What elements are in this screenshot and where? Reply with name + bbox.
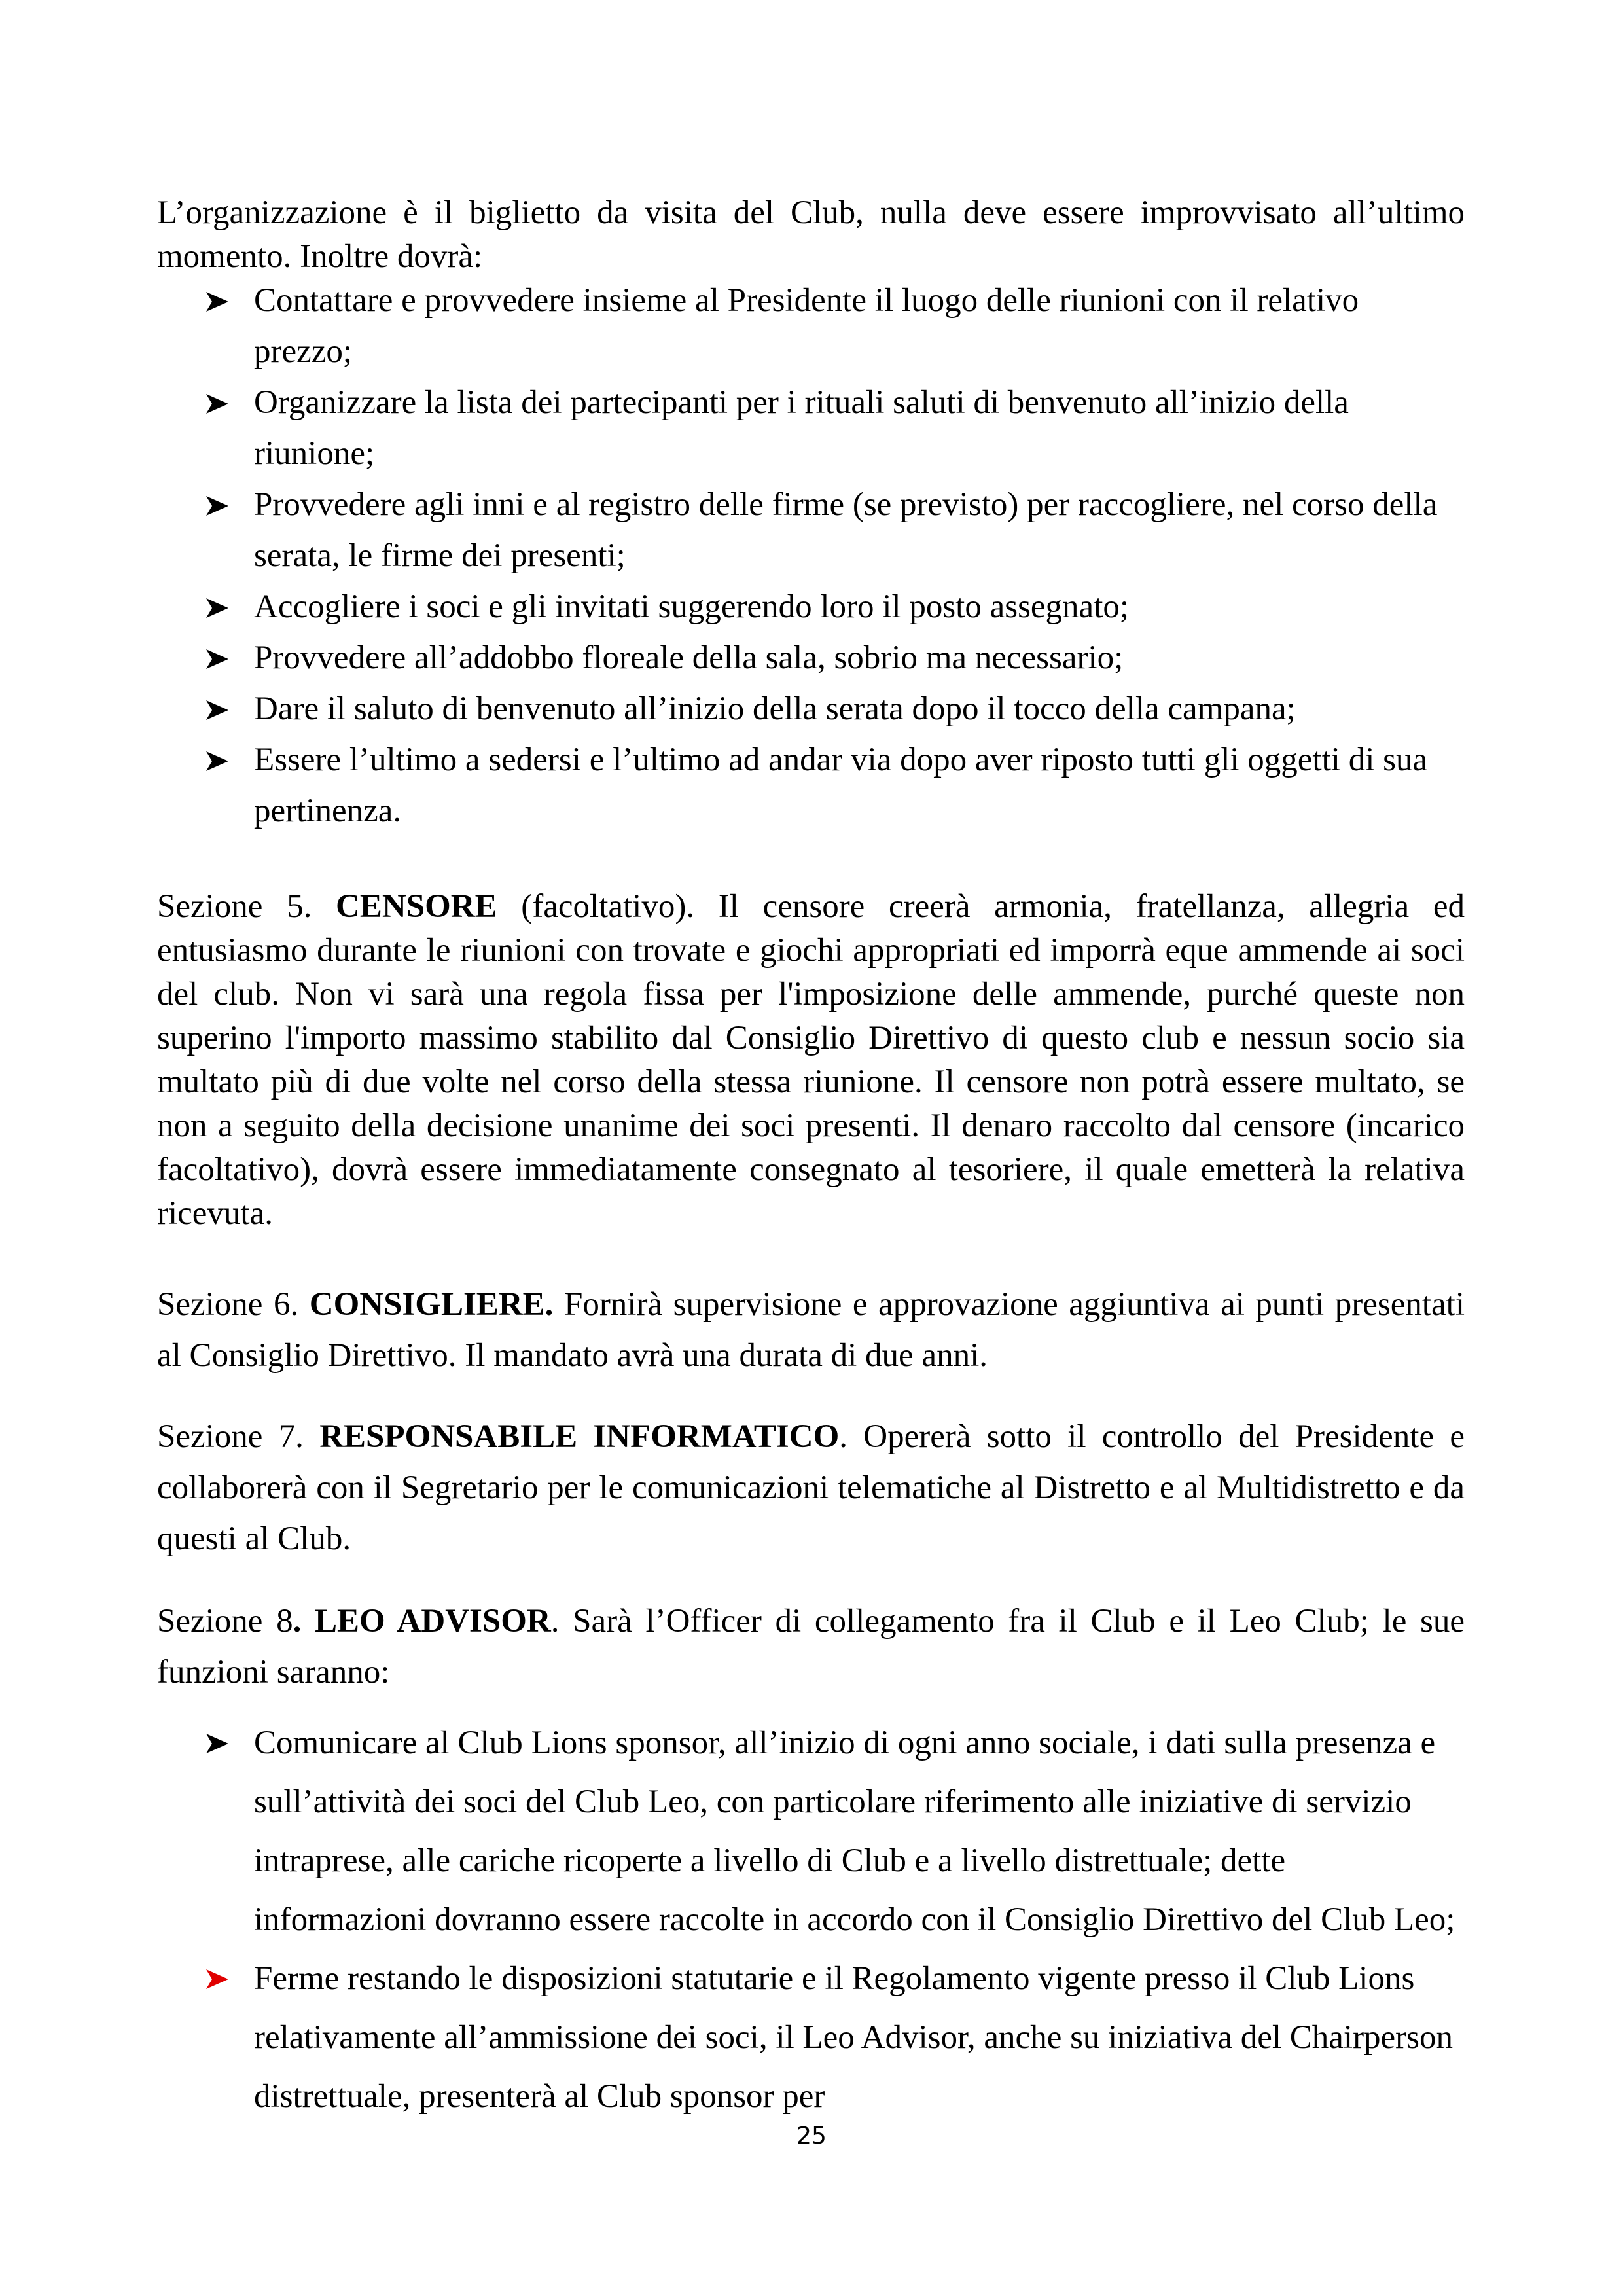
document-page — [157, 191, 1465, 2130]
section-8-body: . Sarà l’Officer di collegamento fra il Club e il Leo Club; le sue funzioni saranno: — [157, 1603, 1465, 1691]
list-item: Accogliere i soci e gli invitati suggerendo loro il posto assegnato; — [157, 585, 1465, 636]
arrowhead-bullet-icon — [205, 495, 229, 516]
arrowhead-bullet-icon — [205, 598, 229, 619]
section-8-prefix: Sezione 8 — [157, 1603, 293, 1640]
section-8-title: . LEO ADVISOR — [293, 1603, 551, 1640]
arrowhead-bullet-icon-red — [205, 1969, 229, 1990]
list-item: Comunicare al Club Lions sponsor, all’inizio di ogni anno sociale, i dati sulla presenza e sull’attività dei soci del Club Leo, con particolare riferimento alle iniziative di servizio intraprese, alle cariche ricoperte a livello di Club e a livello distrettuale; dette informazioni dovranno essere raccolte in accordo con il Consiglio Direttivo del Club Leo; — [157, 1717, 1465, 1953]
duties-list — [157, 279, 1465, 840]
section-5-paragraph — [157, 885, 1465, 1236]
list-item: Ferme restando le disposizioni statutarie e il Regolamento vigente presso il Club Lions relativamente all’ammissione dei soci, il Leo Advisor, anche su iniziativa del Chairperson distrettuale, presenterà al Club sponsor per — [157, 1953, 1465, 2130]
section-8-paragraph — [157, 1596, 1465, 1698]
arrowhead-bullet-icon — [205, 393, 229, 414]
section-7-paragraph — [157, 1411, 1465, 1564]
section-6-title: CONSIGLIERE. — [309, 1286, 554, 1323]
arrowhead-bullet-icon — [205, 1733, 229, 1754]
section-7-body: . Opererà sotto il controllo del Presidente e collaborerà con il Segretario per le comunicazioni telematiche al Distretto e al Multidistretto e da questi al Club. — [157, 1418, 1465, 1557]
section-5-title: CENSORE — [336, 888, 497, 925]
section-7-title: RESPONSABILE INFORMATICO — [319, 1418, 840, 1455]
section-7-prefix: Sezione 7. — [157, 1418, 320, 1455]
list-item: Provvedere agli inni e al registro delle firme (se previsto) per raccogliere, nel corso della serata, le firme dei presenti; — [157, 483, 1465, 585]
list-item: Essere l’ultimo a sedersi e l’ultimo ad andar via dopo aver riposto tutti gli oggetti di sua pertinenza. — [157, 738, 1465, 840]
section-5-prefix: Sezione 5. — [157, 888, 336, 925]
section-6-prefix: Sezione 6. — [157, 1286, 310, 1323]
list-item: Contattare e provvedere insieme al Presidente il luogo delle riunioni con il relativo prezzo; — [157, 279, 1465, 381]
arrowhead-bullet-icon — [205, 751, 229, 772]
list-item: Provvedere all’addobbo floreale della sala, sobrio ma necessario; — [157, 636, 1465, 687]
intro-paragraph: L’organizzazione è il biglietto da visita del Club, nulla deve essere improvvisato all’ultimo momento. Inoltre dovrà: — [157, 194, 1465, 275]
list-item: Dare il saluto di benvenuto all’inizio della serata dopo il tocco della campana; — [157, 687, 1465, 738]
list-item: Organizzare la lista dei partecipanti per i rituali saluti di benvenuto all’inizio della riunione; — [157, 381, 1465, 483]
page-number: 25 — [796, 2123, 827, 2149]
arrowhead-bullet-icon — [205, 291, 229, 312]
section-6-paragraph — [157, 1279, 1465, 1381]
section-6-body: Fornirà supervisione e approvazione aggiuntiva ai punti presentati al Consiglio Direttivo. Il mandato avrà una durata di due anni. — [157, 1286, 1465, 1374]
leo-advisor-list — [157, 1717, 1465, 2130]
arrowhead-bullet-icon — [205, 700, 229, 721]
section-5-body: (facoltativo). Il censore creerà armonia, fratellanza, allegria ed entusiasmo durante le riunioni con trovate e giochi appropriati ed imporrà eque ammende ai soci del club. Non vi sarà una regola fissa per l'imposizione delle ammende, purché queste non superino l'importo massimo stabilito dal Consiglio Direttivo di questo club e nessun socio sia multato più di due volte nel corso della stessa riunione. Il censore non potrà essere multato, se non a seguito della decisione unanime dei soci presenti. Il denaro raccolto dal censore (incarico facoltativo), dovrà essere immediatamente consegnato al tesoriere, il quale emetterà la relativa ricevuta. — [157, 888, 1465, 1232]
arrowhead-bullet-icon — [205, 649, 229, 670]
